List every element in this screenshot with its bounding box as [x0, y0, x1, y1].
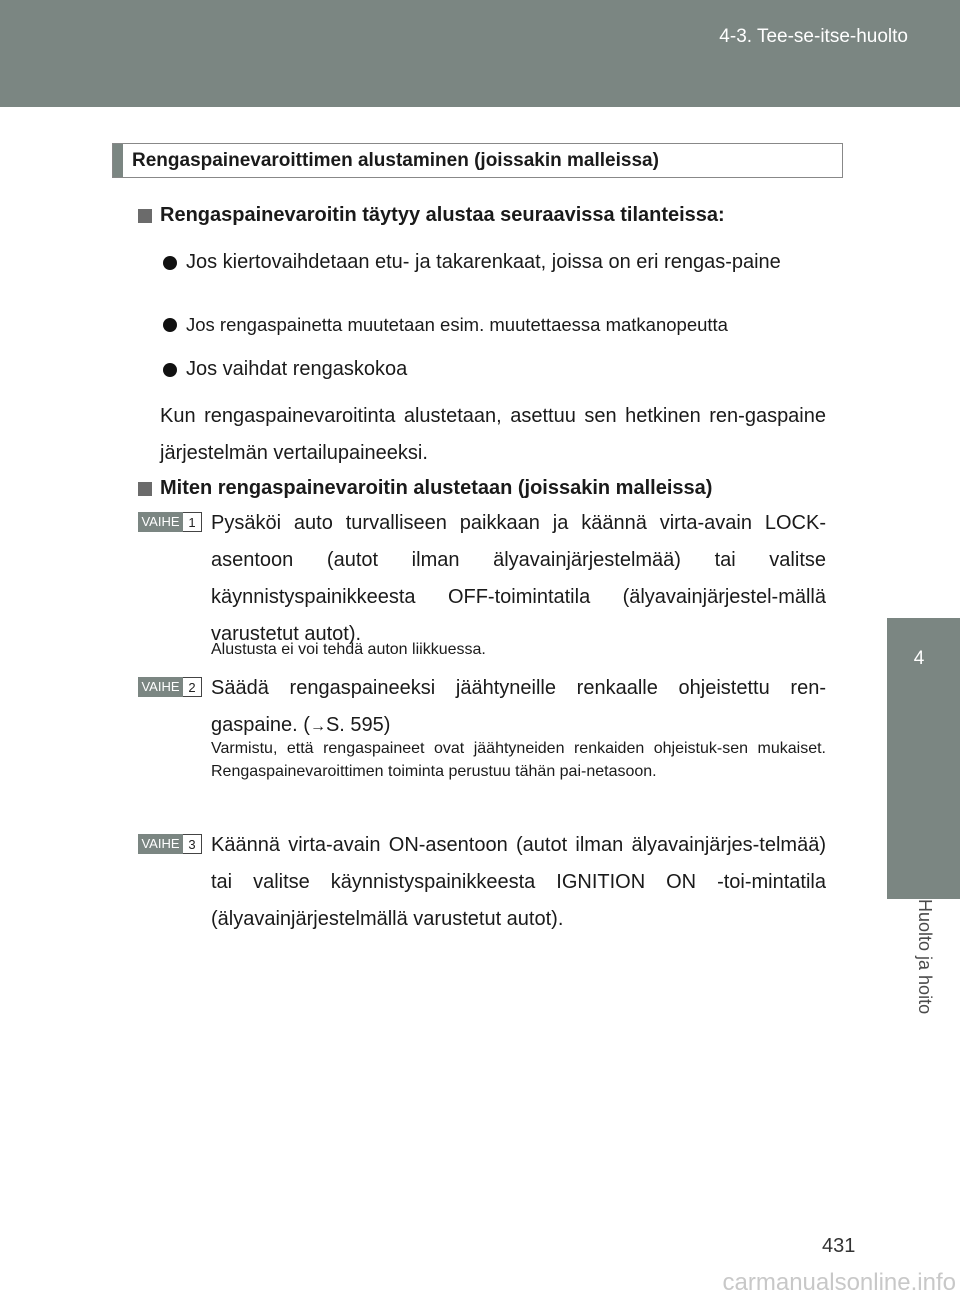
step-1-note: Alustusta ei voi tehdä auton liikkuessa.	[211, 641, 486, 658]
chapter-label-wrap	[887, 899, 951, 1099]
reset-explanation: Kun rengaspainevaroitinta alustetaan, asettuu sen hetkinen ren-gaspaine järjestelmän vertailupaineeksi.	[160, 405, 826, 464]
step-label: VAIHE	[138, 512, 183, 532]
step-number: 2	[183, 677, 202, 697]
bullet-item: Jos kiertovaihdetaan etu- ja takarenkaat, joissa on eri rengas-paine	[186, 251, 781, 273]
section-title-accent	[113, 144, 123, 177]
step-label: VAIHE	[138, 677, 183, 697]
round-bullet-icon	[163, 318, 177, 332]
step-number: 1	[183, 512, 202, 532]
subheading-how-to-reset: Miten rengaspainevaroitin alustetaan (joissakin malleissa)	[160, 477, 713, 499]
step-1-text: Pysäköi auto turvalliseen paikkaan ja käännä virta-avain LOCK-asentoon (autot ilman älyavainjärjestelmää) tai valitse käynnistyspainikkeesta OFF-toimintatila (älyavainjärjestel-mällä varustetut autot).	[211, 512, 826, 645]
subheading-when-to-reset: Rengaspainevaroitin täytyy alustaa seuraavissa tilanteissa:	[160, 204, 725, 226]
bullet-item: Jos rengaspainetta muutetaan esim. muutettaessa matkanopeutta	[186, 314, 728, 335]
page-reference-link[interactable]: S. 595)	[325, 714, 391, 736]
chapter-number: 4	[913, 648, 925, 669]
step-badge-3	[138, 834, 204, 854]
chapter-tab	[887, 618, 960, 899]
round-bullet-icon	[163, 256, 177, 270]
step-2-note: Varmistu, että rengaspaineet ovat jäähtyneiden renkaiden ohjeistuk-sen mukaiset. Rengaspainevaroittimen toiminta perustuu tähän pai-netasoon.	[211, 740, 826, 780]
step-2-text-main: Säädä rengaspaineeksi jäähtyneille renkaalle ohjeistettu ren-gaspaine. (	[211, 677, 826, 736]
step-label: VAIHE	[138, 834, 183, 854]
arrow-right-icon: →	[309, 718, 326, 735]
section-breadcrumb: 4-3. Tee-se-itse-huolto	[719, 26, 908, 47]
square-bullet-icon	[138, 482, 152, 496]
chapter-label: Huolto ja hoito	[915, 899, 935, 1015]
section-title: Rengaspainevaroittimen alustaminen (joissakin malleissa)	[132, 150, 659, 171]
watermark: carmanualsonline.info	[722, 1269, 956, 1296]
step-number: 3	[183, 834, 202, 854]
section-title-box	[112, 143, 843, 178]
step-2-text	[211, 670, 826, 745]
step-badge-1	[138, 512, 204, 532]
bullet-item: Jos vaihdat rengaskokoa	[186, 358, 408, 380]
step-3-text: Käännä virta-avain ON-asentoon (autot ilman älyavainjärjes-telmää) tai valitse käynnistyspainikkeesta IGNITION ON -toi-mintatila (älyavainjärjestelmällä varustetut autot).	[211, 834, 826, 930]
step-badge-2	[138, 677, 204, 697]
page-number: 431	[822, 1235, 856, 1257]
square-bullet-icon	[138, 209, 152, 223]
round-bullet-icon	[163, 363, 177, 377]
page-header	[0, 0, 960, 107]
